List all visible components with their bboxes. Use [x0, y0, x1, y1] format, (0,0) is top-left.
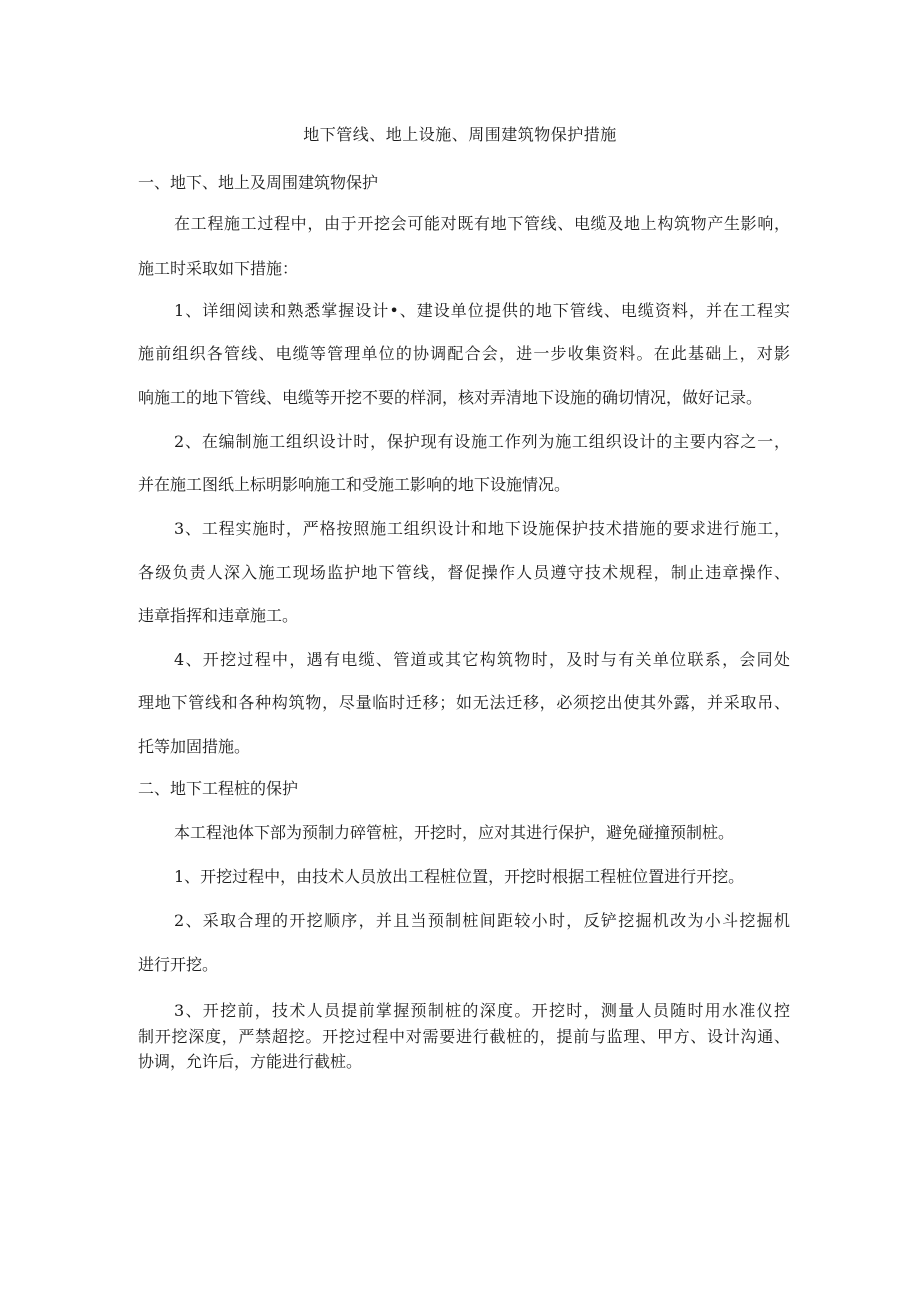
section-1-intro-line-1: 在工程施工过程中，由于开挖会可能对既有地下管线、电缆及地上构筑物产生影响， [174, 214, 790, 233]
section-1-intro-line-2: 施工时采取如下措施： [138, 259, 299, 278]
section-1-item-1-line-2: 施前组织各管线、电缆等管理单位的协调配合会，进一步收集资料。在此基础上，对影 [138, 344, 790, 363]
section-2-heading: 二、地下工程桩的保护 [138, 779, 299, 798]
section-1-item-1-line-3: 响施工的地下管线、电缆等开挖不要的样洞，核对弄清地下设施的确切情况，做好记录。 [138, 388, 763, 407]
section-2-item-2-line-2: 进行开挖。 [138, 955, 219, 974]
section-1-item-4-line-2: 理地下管线和各种构筑物，尽量临时迁移；如无法迁移，必须挖出使其外露，并采取吊、 [138, 693, 790, 712]
section-1-item-2-line-1: 2、在编制施工组织设计时，保护现有设施工作列为施工组织设计的主要内容之一， [174, 432, 790, 451]
section-1-item-3-line-2: 各级负责人深入施工现场监护地下管线，督促操作人员遵守技术规程，制止违章操作、 [138, 563, 790, 582]
section-1-heading: 一、地下、地上及周围建筑物保护 [138, 173, 379, 192]
section-2-intro-line-1: 本工程池体下部为预制力碎管桩，开挖时，应对其进行保护，避免碰撞预制桩。 [174, 823, 735, 842]
section-2-item-3-line-3: 协调，允许后，方能进行截桩。 [138, 1052, 363, 1071]
section-1-item-1-line-1: 1、详细阅读和熟悉掌握设计•、建设单位提供的地下管线、电缆资料，并在工程实 [174, 301, 790, 320]
section-1-item-4-line-3: 托等加固措施。 [138, 737, 251, 756]
section-2-item-3-line-2: 制开挖深度，严禁超挖。开挖过程中对需要进行截桩的，提前与监理、甲方、设计沟通、 [138, 1027, 790, 1046]
section-1-item-3-line-1: 3、工程实施时，严格按照施工组织设计和地下设施保护技术措施的要求进行施工， [174, 519, 790, 538]
section-1-item-2-line-2: 并在施工图纸上标明影响施工和受施工影响的地下设施情况。 [138, 475, 571, 494]
section-1-item-4-line-1: 4、开挖过程中，遇有电缆、管道或其它构筑物时，及时与有关单位联系，会同处 [174, 650, 790, 669]
section-2-item-3-line-1: 3、开挖前，技术人员提前掌握预制桩的深度。开挖时，测量人员随时用水准仪控 [174, 1001, 790, 1020]
section-1-item-3-line-3: 违章指挥和违章施工。 [138, 606, 299, 625]
section-2-item-1-line-1: 1、开挖过程中，由技术人员放出工程桩位置，开挖时根据工程桩位置进行开挖。 [174, 867, 745, 886]
section-2-item-2-line-1: 2、采取合理的开挖顺序，并且当预制桩间距较小时，反铲挖掘机改为小斗挖掘机 [174, 911, 790, 930]
document-title: 地下管线、地上设施、周围建筑物保护措施 [303, 125, 617, 144]
